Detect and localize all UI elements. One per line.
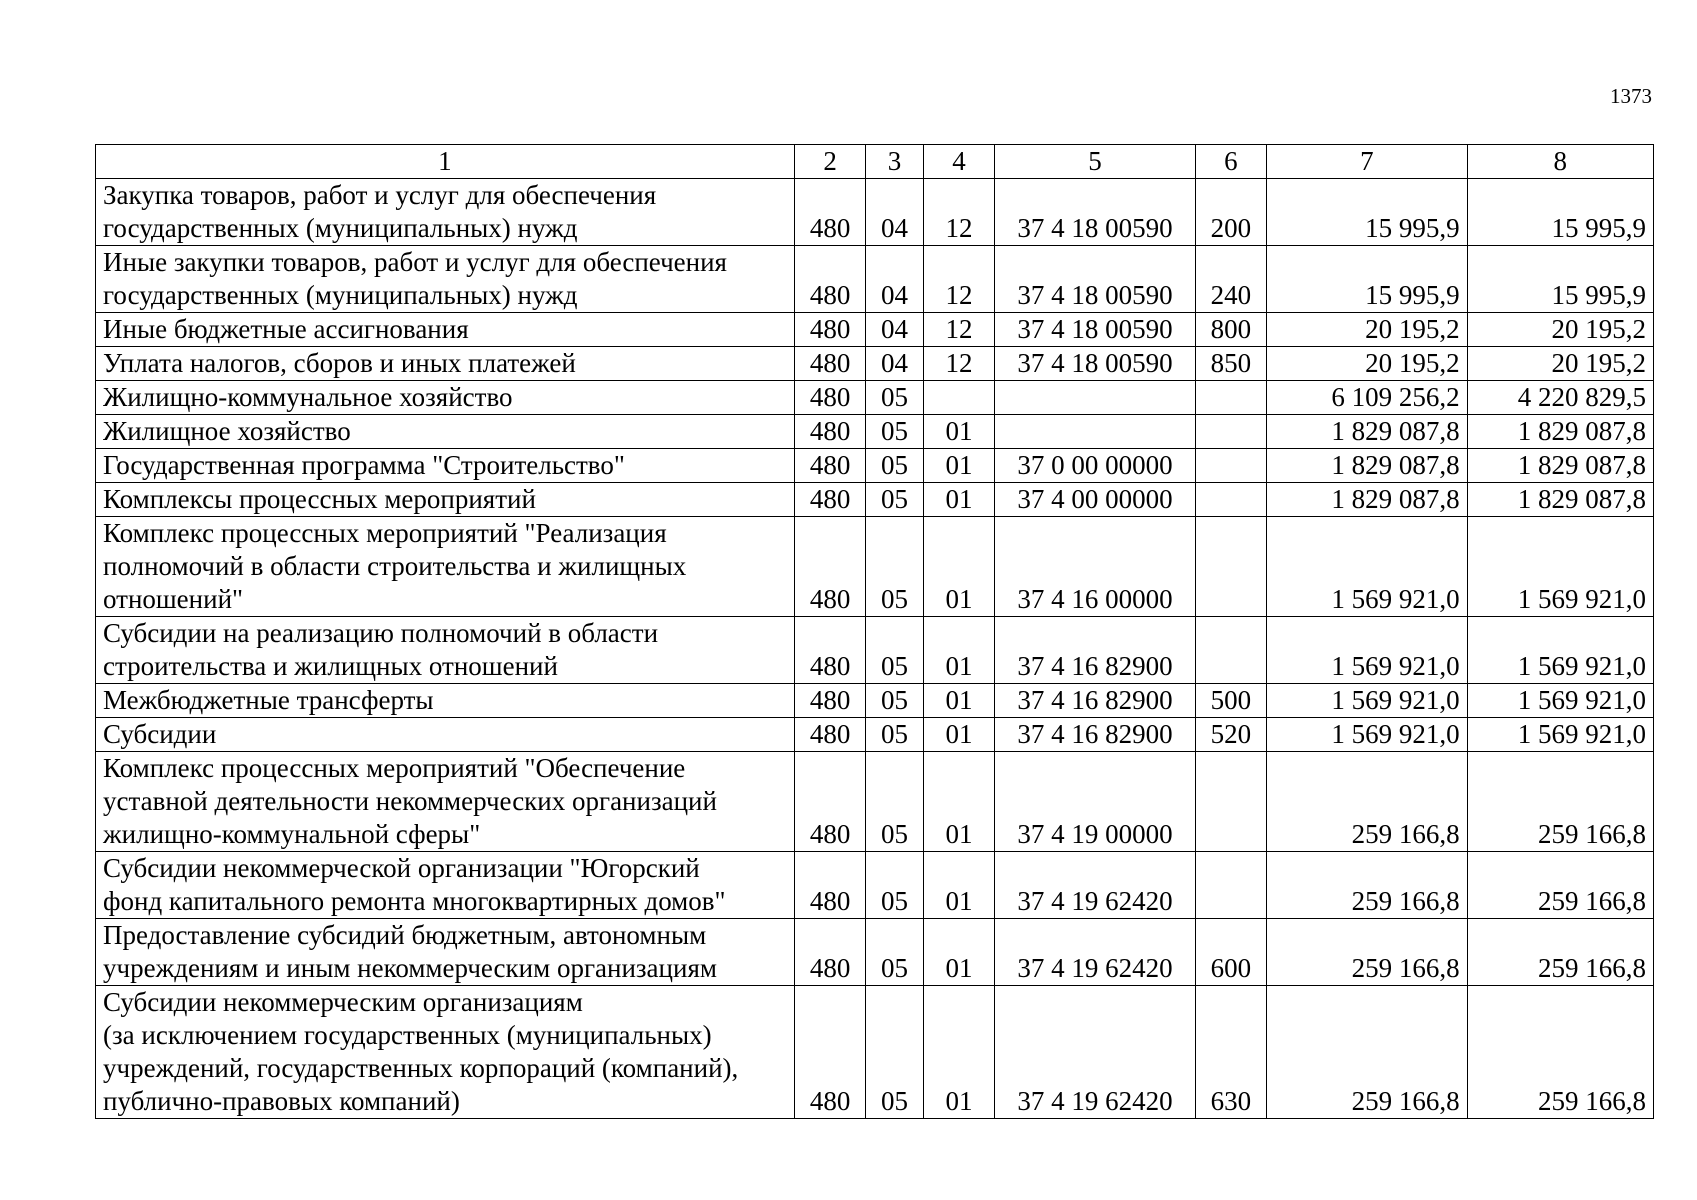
column-header: 1 [96,145,795,179]
cell-amount-col8: 1 829 087,8 [1467,483,1653,517]
cell-subsection-code: 01 [923,483,995,517]
table-row [96,617,1654,684]
cell-subsection-code: 01 [923,852,995,919]
cell-expense-type: 600 [1195,919,1267,986]
cell-amount-col8: 1 569 921,0 [1467,517,1653,617]
cell-subsection-code: 01 [923,752,995,852]
cell-section-code: 05 [866,483,923,517]
table-row [96,718,1654,752]
table-body [96,179,1654,1119]
column-header: 2 [794,145,866,179]
cell-name [96,381,795,415]
cell-expense-type: 800 [1195,313,1267,347]
cell-expense-type [1195,381,1267,415]
cell-target-article: 37 4 19 62420 [995,852,1195,919]
table-row [96,986,1654,1119]
cell-amount-col8: 20 195,2 [1467,313,1653,347]
cell-admin-code: 480 [794,919,866,986]
cell-name [96,313,795,347]
cell-name [96,415,795,449]
cell-name-line: Субсидии некоммерческим организациям [103,987,583,1017]
cell-name [96,517,795,617]
cell-subsection-code: 12 [923,246,995,313]
cell-section-code: 05 [866,617,923,684]
cell-amount-col8: 259 166,8 [1467,752,1653,852]
cell-admin-code: 480 [794,517,866,617]
cell-expense-type [1195,617,1267,684]
cell-name-line: строительства и жилищных отношений [103,651,558,681]
cell-name-line: Субсидии [103,719,217,749]
cell-name-line: Субсидии некоммерческой организации "Югорский [103,853,700,883]
cell-expense-type: 850 [1195,347,1267,381]
cell-amount-col8: 259 166,8 [1467,986,1653,1119]
cell-name [96,246,795,313]
cell-expense-type: 520 [1195,718,1267,752]
cell-amount-col8: 259 166,8 [1467,919,1653,986]
cell-amount-col7: 15 995,9 [1267,246,1467,313]
cell-amount-col7: 259 166,8 [1267,986,1467,1119]
cell-subsection-code [923,381,995,415]
cell-name-line: отношений" [103,584,244,614]
cell-expense-type: 500 [1195,684,1267,718]
cell-name-line: Иные закупки товаров, работ и услуг для обеспечения [103,247,727,277]
table-row [96,919,1654,986]
budget-table [95,144,1654,1119]
cell-subsection-code: 12 [923,313,995,347]
cell-subsection-code: 01 [923,986,995,1119]
cell-section-code: 05 [866,415,923,449]
cell-expense-type [1195,517,1267,617]
cell-name [96,179,795,246]
cell-amount-col8: 259 166,8 [1467,852,1653,919]
cell-target-article: 37 4 18 00590 [995,313,1195,347]
table-row [96,517,1654,617]
cell-expense-type [1195,752,1267,852]
cell-admin-code: 480 [794,483,866,517]
cell-amount-col7: 6 109 256,2 [1267,381,1467,415]
cell-amount-col7: 1 569 921,0 [1267,718,1467,752]
cell-subsection-code: 01 [923,617,995,684]
cell-name-line: Жилищное хозяйство [103,416,351,446]
table-row [96,752,1654,852]
table-row [96,852,1654,919]
cell-admin-code: 480 [794,415,866,449]
cell-expense-type [1195,415,1267,449]
cell-subsection-code: 01 [923,684,995,718]
cell-name-line: Субсидии на реализацию полномочий в области [103,618,659,648]
cell-section-code: 04 [866,246,923,313]
cell-admin-code: 480 [794,179,866,246]
cell-name-line: жилищно-коммунальной сферы" [103,819,481,849]
cell-name [96,718,795,752]
cell-section-code: 04 [866,313,923,347]
cell-name-line: учреждениям и иным некоммерческим организациям [103,953,717,983]
cell-amount-col8: 1 829 087,8 [1467,415,1653,449]
cell-admin-code: 480 [794,313,866,347]
cell-name-line: Закупка товаров, работ и услуг для обеспечения [103,180,657,210]
table-row [96,179,1654,246]
cell-target-article: 37 4 18 00590 [995,179,1195,246]
cell-name [96,986,795,1119]
cell-subsection-code: 01 [923,919,995,986]
cell-expense-type: 200 [1195,179,1267,246]
cell-name-line: учреждений, государственных корпораций (компаний), [103,1053,739,1083]
cell-expense-type: 630 [1195,986,1267,1119]
cell-expense-type: 240 [1195,246,1267,313]
cell-subsection-code: 01 [923,449,995,483]
cell-amount-col8: 1 569 921,0 [1467,684,1653,718]
cell-name-line: (за исключением государственных (муниципальных) [103,1020,712,1050]
cell-target-article: 37 4 16 82900 [995,684,1195,718]
cell-admin-code: 480 [794,852,866,919]
cell-amount-col8: 4 220 829,5 [1467,381,1653,415]
cell-name-line: государственных (муниципальных) нужд [103,280,578,310]
cell-name-line: Межбюджетные трансферты [103,685,434,715]
cell-target-article: 37 4 19 62420 [995,919,1195,986]
cell-amount-col8: 15 995,9 [1467,246,1653,313]
cell-section-code: 05 [866,919,923,986]
cell-name-line: публично-правовых компаний) [103,1086,460,1116]
cell-subsection-code: 01 [923,415,995,449]
cell-amount-col7: 1 569 921,0 [1267,684,1467,718]
cell-name-line: Иные бюджетные ассигнования [103,314,469,344]
page-number: 1373 [1610,84,1652,108]
cell-admin-code: 480 [794,246,866,313]
cell-name [96,449,795,483]
table-row [96,684,1654,718]
cell-amount-col7: 1 829 087,8 [1267,415,1467,449]
column-header: 5 [995,145,1195,179]
header-row [96,145,1654,179]
cell-name-line: Комплекс процессных мероприятий "Реализация [103,518,667,548]
cell-name-line: Предоставление субсидий бюджетным, автономным [103,920,707,950]
cell-subsection-code: 01 [923,517,995,617]
cell-section-code: 05 [866,852,923,919]
column-header: 8 [1467,145,1653,179]
cell-name-line: уставной деятельности некоммерческих организаций [103,786,717,816]
cell-target-article: 37 4 19 00000 [995,752,1195,852]
table-row [96,415,1654,449]
cell-name [96,617,795,684]
table-row [96,347,1654,381]
cell-name-line: Комплекс процессных мероприятий "Обеспечение [103,753,686,783]
cell-amount-col8: 1 569 921,0 [1467,718,1653,752]
cell-admin-code: 480 [794,617,866,684]
cell-amount-col7: 1 569 921,0 [1267,517,1467,617]
table-row [96,483,1654,517]
cell-target-article: 37 4 19 62420 [995,986,1195,1119]
cell-name-line: Государственная программа "Строительство" [103,450,625,480]
cell-target-article: 37 4 18 00590 [995,246,1195,313]
cell-amount-col7: 259 166,8 [1267,852,1467,919]
table-row [96,381,1654,415]
cell-target-article: 37 4 16 82900 [995,718,1195,752]
cell-section-code: 04 [866,179,923,246]
cell-expense-type [1195,852,1267,919]
cell-expense-type [1195,483,1267,517]
cell-target-article [995,415,1195,449]
column-header: 3 [866,145,923,179]
cell-amount-col8: 20 195,2 [1467,347,1653,381]
cell-admin-code: 480 [794,718,866,752]
cell-name-line: фонд капитального ремонта многоквартирных домов" [103,886,726,916]
cell-name [96,752,795,852]
column-header: 6 [1195,145,1267,179]
column-header: 4 [923,145,995,179]
cell-section-code: 05 [866,684,923,718]
cell-name [96,919,795,986]
cell-subsection-code: 01 [923,718,995,752]
cell-admin-code: 480 [794,381,866,415]
cell-amount-col7: 20 195,2 [1267,313,1467,347]
cell-section-code: 05 [866,381,923,415]
cell-amount-col7: 1 569 921,0 [1267,617,1467,684]
cell-amount-col8: 15 995,9 [1467,179,1653,246]
table-row [96,313,1654,347]
cell-amount-col7: 259 166,8 [1267,752,1467,852]
cell-admin-code: 480 [794,752,866,852]
cell-name [96,852,795,919]
cell-section-code: 05 [866,986,923,1119]
cell-target-article: 37 4 00 00000 [995,483,1195,517]
cell-amount-col7: 1 829 087,8 [1267,483,1467,517]
cell-target-article: 37 4 16 82900 [995,617,1195,684]
cell-expense-type [1195,449,1267,483]
cell-name [96,684,795,718]
cell-section-code: 05 [866,718,923,752]
cell-admin-code: 480 [794,449,866,483]
cell-admin-code: 480 [794,986,866,1119]
cell-amount-col7: 259 166,8 [1267,919,1467,986]
cell-name-line: Жилищно-коммунальное хозяйство [103,382,513,412]
table-row [96,246,1654,313]
cell-name-line: Комплексы процессных мероприятий [103,484,536,514]
cell-name [96,347,795,381]
cell-amount-col8: 1 569 921,0 [1467,617,1653,684]
cell-section-code: 05 [866,752,923,852]
cell-section-code: 04 [866,347,923,381]
cell-amount-col7: 15 995,9 [1267,179,1467,246]
cell-name-line: Уплата налогов, сборов и иных платежей [103,348,576,378]
cell-admin-code: 480 [794,347,866,381]
cell-name-line: полномочий в области строительства и жилищных [103,551,687,581]
cell-subsection-code: 12 [923,347,995,381]
cell-target-article: 37 0 00 00000 [995,449,1195,483]
cell-name [96,483,795,517]
cell-section-code: 05 [866,449,923,483]
column-header: 7 [1267,145,1467,179]
cell-target-article [995,381,1195,415]
cell-amount-col7: 1 829 087,8 [1267,449,1467,483]
cell-name-line: государственных (муниципальных) нужд [103,213,578,243]
cell-admin-code: 480 [794,684,866,718]
cell-amount-col7: 20 195,2 [1267,347,1467,381]
cell-subsection-code: 12 [923,179,995,246]
cell-section-code: 05 [866,517,923,617]
table-row [96,449,1654,483]
cell-target-article: 37 4 18 00590 [995,347,1195,381]
cell-amount-col8: 1 829 087,8 [1467,449,1653,483]
cell-target-article: 37 4 16 00000 [995,517,1195,617]
